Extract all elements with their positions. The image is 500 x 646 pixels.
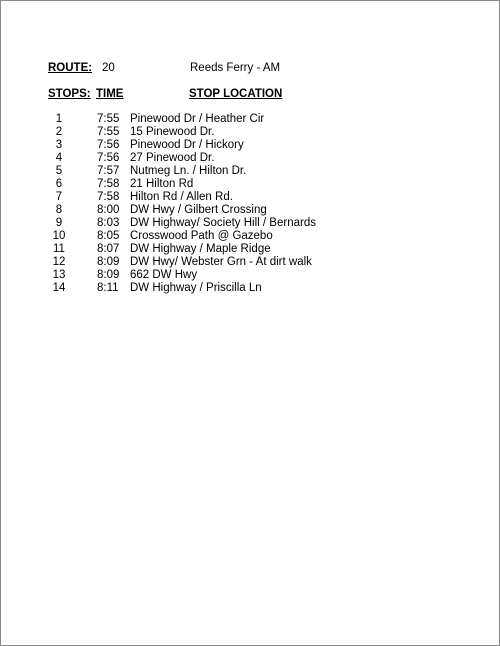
stops-list bbox=[1, 113, 499, 295]
stop-time: 7:58 bbox=[97, 191, 120, 203]
stops-column-header: STOPS: bbox=[48, 88, 91, 100]
stop-location: DW Highway/ Society Hill / Bernards bbox=[130, 217, 316, 229]
route-label: ROUTE: bbox=[48, 62, 93, 74]
stop-row bbox=[1, 204, 499, 217]
stop-row bbox=[1, 178, 499, 191]
stop-time: 8:07 bbox=[97, 243, 120, 255]
stop-time: 7:58 bbox=[97, 178, 120, 190]
stop-time: 7:55 bbox=[97, 113, 120, 125]
stop-row bbox=[1, 217, 499, 230]
stop-number: 14 bbox=[52, 282, 66, 294]
stop-row bbox=[1, 282, 499, 295]
stop-number: 6 bbox=[55, 178, 63, 190]
stop-row bbox=[1, 152, 499, 165]
stop-row bbox=[1, 139, 499, 152]
stop-location: Hilton Rd / Allen Rd. bbox=[130, 191, 233, 203]
stop-number: 8 bbox=[55, 204, 63, 216]
stop-time: 8:00 bbox=[97, 204, 120, 216]
stop-row bbox=[1, 230, 499, 243]
stop-row bbox=[1, 126, 499, 139]
stop-number: 3 bbox=[55, 139, 63, 151]
stop-location: DW Hwy/ Webster Grn - At dirt walk bbox=[130, 256, 312, 268]
stop-time: 8:09 bbox=[97, 269, 120, 281]
stop-location: DW Highway / Priscilla Ln bbox=[130, 282, 262, 294]
stop-time: 7:55 bbox=[97, 126, 120, 138]
stop-row bbox=[1, 165, 499, 178]
stop-location: Pinewood Dr / Hickory bbox=[130, 139, 244, 151]
stop-location: DW Highway / Maple Ridge bbox=[130, 243, 271, 255]
stop-row bbox=[1, 256, 499, 269]
stop-number: 7 bbox=[55, 191, 63, 203]
stop-location: Nutmeg Ln. / Hilton Dr. bbox=[130, 165, 247, 177]
stop-time: 8:11 bbox=[97, 282, 119, 294]
stop-number: 9 bbox=[55, 217, 63, 229]
stop-time: 7:56 bbox=[97, 152, 120, 164]
stop-row bbox=[1, 113, 499, 126]
location-column-header: STOP LOCATION bbox=[189, 88, 283, 100]
stop-time: 7:56 bbox=[97, 139, 120, 151]
stop-time: 8:05 bbox=[97, 230, 120, 242]
stop-location: 27 Pinewood Dr. bbox=[130, 152, 215, 164]
stop-number: 11 bbox=[53, 243, 65, 255]
stop-number: 13 bbox=[52, 269, 66, 281]
stop-location: Pinewood Dr / Heather Cir bbox=[130, 113, 265, 125]
stop-location: DW Hwy / Gilbert Crossing bbox=[130, 204, 267, 216]
stop-number: 12 bbox=[52, 256, 66, 268]
stop-number: 2 bbox=[55, 126, 63, 138]
route-number: 20 bbox=[102, 62, 115, 74]
stop-location: 21 Hilton Rd bbox=[130, 178, 194, 190]
stop-time: 8:03 bbox=[97, 217, 120, 229]
time-column-header: TIME bbox=[96, 88, 124, 100]
stop-row bbox=[1, 191, 499, 204]
stop-number: 5 bbox=[55, 165, 63, 177]
stop-number: 4 bbox=[55, 152, 63, 164]
stop-location: Crosswood Path @ Gazebo bbox=[130, 230, 273, 242]
route-name: Reeds Ferry - AM bbox=[190, 62, 281, 74]
stop-location: 15 Pinewood Dr. bbox=[130, 126, 215, 138]
stop-row bbox=[1, 243, 499, 256]
stop-number: 1 bbox=[55, 113, 63, 125]
stop-time: 8:09 bbox=[97, 256, 120, 268]
stop-row bbox=[1, 269, 499, 282]
stop-location: 662 DW Hwy bbox=[130, 269, 198, 281]
stop-time: 7:57 bbox=[97, 165, 120, 177]
stop-number: 10 bbox=[52, 230, 66, 242]
